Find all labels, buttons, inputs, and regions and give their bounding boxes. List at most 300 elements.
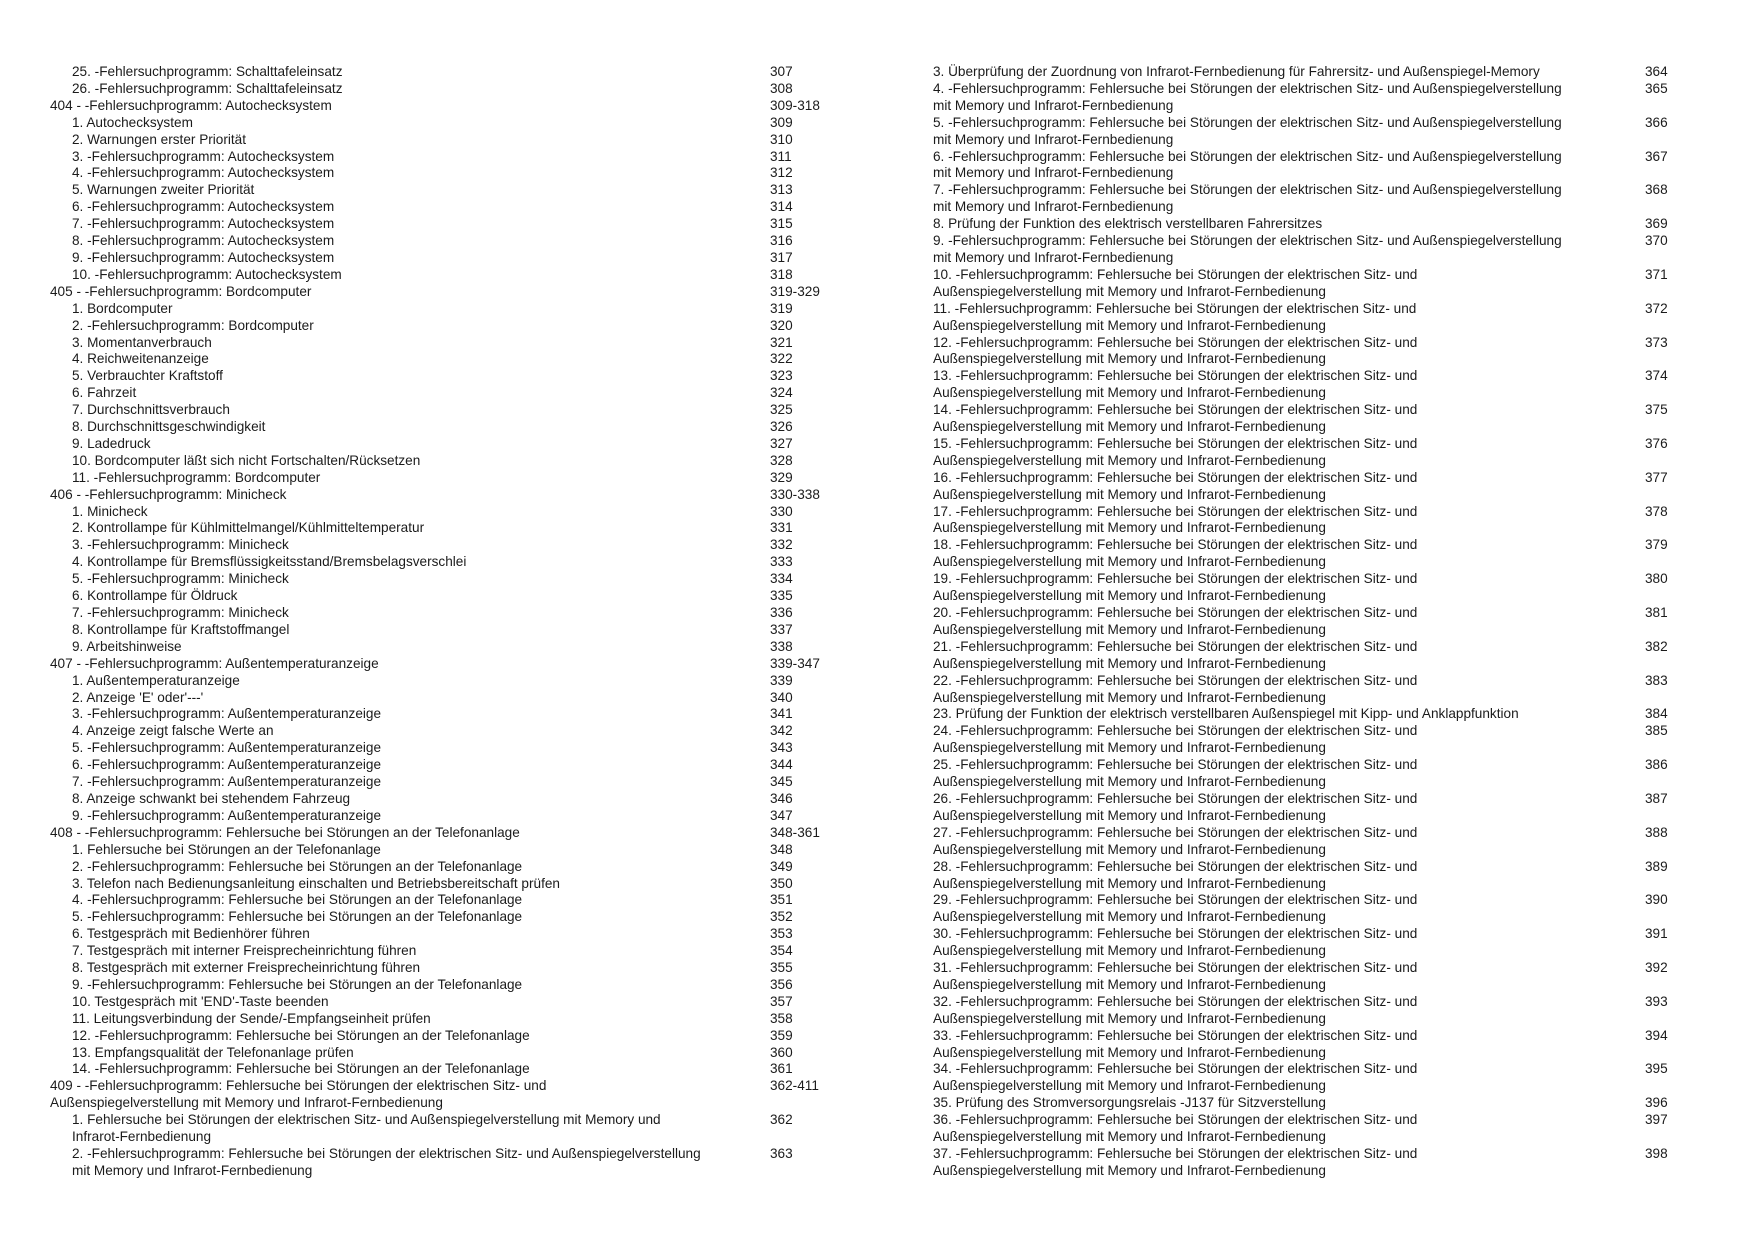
entry-text (50, 470, 850, 487)
entry-page-number: 319-329 (770, 283, 820, 299)
entry-page-number: 381 (1645, 605, 1668, 620)
entry-text (50, 1028, 850, 1045)
toc-entry (933, 791, 1723, 825)
toc-column-right (933, 64, 1723, 1180)
toc-entry (50, 436, 850, 453)
entry-page-number: 365 (1645, 80, 1668, 96)
entry-text-line: 36. -Fehlersuchprogramm: Fehlersuche bei Störungen der elektrischen Sitz- und (933, 1112, 1418, 1128)
entry-text-line: 24. -Fehlersuchprogramm: Fehlersuche bei Störungen der elektrischen Sitz- und (933, 723, 1418, 739)
toc-entry (933, 470, 1723, 504)
toc-entry (933, 757, 1723, 791)
toc-entry (933, 723, 1723, 757)
entry-page-number: 319 (770, 300, 793, 316)
entry-page-number: 350 (770, 875, 793, 891)
entry-text-line: 2. Anzeige 'E' oder'---' (72, 689, 204, 705)
entry-page-number: 341 (770, 706, 793, 722)
entry-text (933, 335, 1723, 369)
entry-text (50, 605, 850, 622)
toc-entry (933, 537, 1723, 571)
toc-entry (50, 571, 850, 588)
entry-page-number: 369 (1645, 216, 1668, 232)
toc-entry (933, 639, 1723, 673)
entry-text-line: 9. -Fehlersuchprogramm: Fehlersuche bei Störungen an der Telefonanlage (72, 976, 523, 992)
entry-page-number: 311 (770, 148, 792, 164)
entry-page-number: 353 (770, 926, 793, 942)
entry-text-line: 8. Prüfung der Funktion des elektrisch verstellbaren Fahrersitzes (933, 216, 1323, 232)
toc-entry (50, 605, 850, 622)
entry-text (50, 622, 850, 639)
entry-text (933, 825, 1723, 859)
entry-page-number: 321 (770, 334, 793, 350)
toc-entry (933, 267, 1723, 301)
entry-text (50, 926, 850, 943)
entry-page-number: 364 (1645, 64, 1668, 79)
entry-text-line: 1. Fehlersuche bei Störungen der elektrischen Sitz- und Außenspiegelverstellung mit Memory und (72, 1112, 661, 1128)
entry-text-line: Außenspiegelverstellung mit Memory und Infrarot-Fernbedienung (933, 807, 1326, 823)
entry-text-line: mit Memory und Infrarot-Fernbedienung (933, 131, 1174, 147)
entry-text (50, 301, 850, 318)
entry-text (50, 842, 850, 859)
entry-page-number: 325 (770, 402, 793, 418)
entry-text-line: 9. Ladedruck (72, 435, 151, 451)
toc-entry (933, 1095, 1723, 1112)
entry-page-number: 367 (1645, 148, 1668, 164)
toc-entry (933, 81, 1723, 115)
entry-text-line: 37. -Fehlersuchprogramm: Fehlersuche bei Störungen der elektrischen Sitz- und (933, 1146, 1418, 1161)
entry-text (50, 656, 850, 673)
entry-text (933, 267, 1723, 301)
entry-text (50, 977, 850, 994)
toc-entry (50, 1011, 850, 1028)
entry-text (50, 740, 850, 757)
entry-text-line: mit Memory und Infrarot-Fernbedienung (933, 97, 1174, 113)
entry-page-number: 352 (770, 909, 793, 925)
entry-page-number: 378 (1645, 503, 1668, 519)
toc-section-header (50, 98, 850, 115)
entry-page-number: 313 (770, 182, 793, 198)
entry-text (50, 774, 850, 791)
entry-text (50, 165, 850, 182)
entry-text (933, 571, 1723, 605)
entry-page-number: 357 (770, 993, 793, 1009)
entry-text-line: 3. Telefon nach Bedienungsanleitung einschalten und Betriebsbereitschaft prüfen (72, 875, 560, 891)
entry-page-number: 322 (770, 351, 793, 367)
entry-text (933, 673, 1723, 707)
toc-entry (933, 926, 1723, 960)
entry-text-line: 32. -Fehlersuchprogramm: Fehlersuche bei Störungen der elektrischen Sitz- und (933, 993, 1418, 1009)
entry-text-line: 1. Außentemperaturanzeige (72, 672, 240, 688)
entry-text-line: 4. Anzeige zeigt falsche Werte an (72, 723, 274, 739)
entry-page-number: 310 (770, 131, 793, 147)
entry-text-line: 407 - -Fehlersuchprogramm: Außentemperaturanzeige (50, 655, 379, 671)
entry-text (50, 791, 850, 808)
entry-text (933, 301, 1723, 335)
entry-page-number: 385 (1645, 723, 1668, 739)
entry-text-line: 13. -Fehlersuchprogramm: Fehlersuche bei Störungen der elektrischen Sitz- und (933, 368, 1418, 384)
entry-page-number: 324 (770, 385, 793, 401)
entry-page-number: 340 (770, 689, 793, 705)
entry-page-number: 314 (770, 199, 793, 215)
entry-text (50, 199, 850, 216)
entry-text (50, 385, 850, 402)
entry-text-line: 6. Kontrollampe für Öldruck (72, 588, 238, 604)
toc-entry (50, 301, 850, 318)
entry-text (50, 504, 850, 521)
entry-text (50, 639, 850, 656)
entry-page-number: 312 (770, 165, 793, 181)
toc-section-header (50, 656, 850, 673)
toc-entry (50, 165, 850, 182)
entry-page-number: 349 (770, 858, 793, 874)
entry-text-line: 1. Bordcomputer (72, 300, 173, 316)
entry-page-number: 309-318 (770, 97, 820, 113)
toc-entry (50, 1112, 850, 1146)
entry-text-line: Außenspiegelverstellung mit Memory und Infrarot-Fernbedienung (50, 1095, 443, 1111)
toc-entry (50, 876, 850, 893)
entry-page-number: 383 (1645, 672, 1668, 688)
entry-text-line: 20. -Fehlersuchprogramm: Fehlersuche bei Störungen der elektrischen Sitz- und (933, 605, 1418, 620)
toc-entry (50, 960, 850, 977)
toc-entry (933, 115, 1723, 149)
entry-text-line: Außenspiegelverstellung mit Memory und Infrarot-Fernbedienung (933, 740, 1326, 756)
entry-text-line: 6. Testgespräch mit Bedienhörer führen (72, 926, 310, 942)
entry-page-number: 380 (1645, 571, 1668, 587)
entry-text (50, 825, 850, 842)
entry-text (933, 757, 1723, 791)
entry-text (933, 994, 1723, 1028)
entry-text-line: 7. Durchschnittsverbrauch (72, 402, 230, 418)
entry-text-line: 5. -Fehlersuchprogramm: Außentemperaturanzeige (72, 740, 382, 756)
entry-page-number: 388 (1645, 824, 1668, 840)
entry-page-number: 343 (770, 740, 793, 756)
toc-entry (50, 673, 850, 690)
toc-entry (50, 233, 850, 250)
toc-entry (50, 740, 850, 757)
entry-page-number: 323 (770, 368, 793, 384)
entry-text-line: Außenspiegelverstellung mit Memory und Infrarot-Fernbedienung (933, 1010, 1326, 1026)
entry-page-number: 393 (1645, 993, 1668, 1009)
entry-text-line: 1. Minicheck (72, 503, 148, 519)
entry-text (50, 1078, 850, 1112)
toc-entry (50, 994, 850, 1011)
entry-page-number: 395 (1645, 1061, 1668, 1077)
toc-entry (933, 436, 1723, 470)
entry-text-line: 7. -Fehlersuchprogramm: Autochecksystem (72, 216, 335, 232)
entry-text (50, 284, 850, 301)
entry-page-number: 338 (770, 638, 793, 654)
entry-text (50, 537, 850, 554)
toc-entry (933, 233, 1723, 267)
toc-entry (50, 470, 850, 487)
entry-text (50, 1011, 850, 1028)
toc-entry (50, 808, 850, 825)
entry-text-line: 11. -Fehlersuchprogramm: Fehlersuche bei Störungen der elektrischen Sitz- und (933, 300, 1417, 316)
entry-text (50, 1045, 850, 1062)
entry-page-number: 348 (770, 841, 793, 857)
entry-text-line: Außenspiegelverstellung mit Memory und Infrarot-Fernbedienung (933, 452, 1326, 468)
entry-text (933, 1061, 1723, 1095)
entry-text-line: 5. Warnungen zweiter Priorität (72, 182, 255, 198)
entry-page-number: 373 (1645, 334, 1668, 350)
entry-text (933, 436, 1723, 470)
entry-page-number: 348-361 (770, 824, 820, 840)
entry-text-line: 29. -Fehlersuchprogramm: Fehlersuche bei Störungen der elektrischen Sitz- und (933, 892, 1418, 908)
entry-text-line: 4. -Fehlersuchprogramm: Autochecksystem (72, 165, 335, 181)
entry-page-number: 363 (770, 1146, 793, 1161)
entry-page-number: 307 (770, 64, 793, 79)
entry-text-line: 7. -Fehlersuchprogramm: Minicheck (72, 605, 289, 620)
toc-entry (50, 368, 850, 385)
entry-text (50, 943, 850, 960)
entry-page-number: 339 (770, 672, 793, 688)
entry-text-line: 5. -Fehlersuchprogramm: Minicheck (72, 571, 289, 587)
entry-page-number: 379 (1645, 537, 1668, 553)
entry-page-number: 335 (770, 588, 793, 604)
entry-text-line: 8. Durchschnittsgeschwindigkeit (72, 419, 266, 435)
entry-text-line: Außenspiegelverstellung mit Memory und Infrarot-Fernbedienung (933, 554, 1326, 570)
entry-page-number: 362-411 (770, 1078, 819, 1094)
entry-text (50, 250, 850, 267)
entry-text-line: 14. -Fehlersuchprogramm: Fehlersuche bei Störungen an der Telefonanlage (72, 1061, 530, 1077)
entry-page-number: 386 (1645, 757, 1668, 773)
entry-text (50, 960, 850, 977)
entry-text (50, 690, 850, 707)
toc-entry (50, 774, 850, 791)
entry-text-line: 33. -Fehlersuchprogramm: Fehlersuche bei Störungen der elektrischen Sitz- und (933, 1027, 1418, 1043)
entry-page-number: 337 (770, 621, 793, 637)
entry-page-number: 308 (770, 80, 793, 96)
entry-page-number: 361 (770, 1061, 793, 1077)
entry-page-number: 318 (770, 266, 793, 282)
entry-text-line: mit Memory und Infrarot-Fernbedienung (933, 199, 1174, 215)
entry-text-line: 9. -Fehlersuchprogramm: Fehlersuche bei Störungen der elektrischen Sitz- und Außenspiegelverstellung (933, 233, 1562, 249)
entry-text-line: Außenspiegelverstellung mit Memory und Infrarot-Fernbedienung (933, 588, 1326, 604)
entry-text-line: Außenspiegelverstellung mit Memory und Infrarot-Fernbedienung (933, 385, 1326, 401)
toc-entry (50, 1028, 850, 1045)
toc-section-header (50, 825, 850, 842)
entry-text-line: 9. Arbeitshinweise (72, 638, 182, 654)
entry-text-line: 4. -Fehlersuchprogramm: Fehlersuche bei Störungen an der Telefonanlage (72, 892, 523, 908)
entry-page-number: 394 (1645, 1027, 1668, 1043)
entry-text-line: 10. -Fehlersuchprogramm: Autochecksystem (72, 266, 342, 282)
entry-text (933, 182, 1723, 216)
entry-text-line: 6. -Fehlersuchprogramm: Autochecksystem (72, 199, 335, 215)
toc-entry (50, 318, 850, 335)
toc-entry (50, 81, 850, 98)
entry-text-line: 10. -Fehlersuchprogramm: Fehlersuche bei Störungen der elektrischen Sitz- und (933, 266, 1418, 282)
toc-entry (933, 605, 1723, 639)
entry-text (933, 926, 1723, 960)
entry-text-line: 21. -Fehlersuchprogramm: Fehlersuche bei Störungen der elektrischen Sitz- und (933, 638, 1418, 654)
entry-text-line: 4. Kontrollampe für Bremsflüssigkeitsstand/Bremsbelagsverschlei (72, 554, 467, 570)
entry-text (933, 470, 1723, 504)
entry-page-number: 372 (1645, 300, 1668, 316)
entry-text-line: 3. Momentanverbrauch (72, 334, 212, 350)
toc-entry (50, 216, 850, 233)
entry-text-line: 8. Testgespräch mit externer Freisprecheinrichtung führen (72, 960, 421, 976)
toc-entry (50, 723, 850, 740)
entry-text-line: Außenspiegelverstellung mit Memory und Infrarot-Fernbedienung (933, 621, 1326, 637)
entry-text-line: Außenspiegelverstellung mit Memory und Infrarot-Fernbedienung (933, 909, 1326, 925)
entry-text (50, 554, 850, 571)
toc-entry (933, 1112, 1723, 1146)
toc-entry (50, 977, 850, 994)
entry-text-line: 1. Autochecksystem (72, 114, 193, 130)
toc-entry (933, 960, 1723, 994)
entry-page-number: 368 (1645, 182, 1668, 198)
entry-text-line: 31. -Fehlersuchprogramm: Fehlersuche bei Störungen der elektrischen Sitz- und (933, 960, 1418, 976)
entry-text-line: 3. -Fehlersuchprogramm: Außentemperaturanzeige (72, 706, 382, 722)
toc-entry (50, 859, 850, 876)
entry-text-line: 5. Verbrauchter Kraftstoff (72, 368, 223, 384)
entry-text-line: 16. -Fehlersuchprogramm: Fehlersuche bei Störungen der elektrischen Sitz- und (933, 469, 1418, 485)
entry-text (933, 1095, 1723, 1112)
entry-page-number: 331 (770, 520, 793, 536)
entry-text-line: Außenspiegelverstellung mit Memory und Infrarot-Fernbedienung (933, 317, 1326, 333)
entry-text (50, 1061, 850, 1078)
entry-text-line: Außenspiegelverstellung mit Memory und Infrarot-Fernbedienung (933, 520, 1326, 536)
entry-text-line: Außenspiegelverstellung mit Memory und Infrarot-Fernbedienung (933, 283, 1326, 299)
entry-text-line: 11. -Fehlersuchprogramm: Bordcomputer (72, 469, 321, 485)
entry-text (50, 98, 850, 115)
entry-text-line: mit Memory und Infrarot-Fernbedienung (933, 165, 1174, 181)
entry-text-line: Außenspiegelverstellung mit Memory und Infrarot-Fernbedienung (933, 1078, 1326, 1094)
entry-text (933, 504, 1723, 538)
entry-page-number: 317 (770, 249, 793, 265)
entry-text-line: 5. -Fehlersuchprogramm: Fehlersuche bei Störungen an der Telefonanlage (72, 909, 523, 925)
entry-page-number: 344 (770, 757, 793, 773)
toc-entry (50, 1045, 850, 1062)
entry-page-number: 333 (770, 554, 793, 570)
entry-page-number: 374 (1645, 368, 1668, 384)
entry-page-number: 354 (770, 943, 793, 959)
entry-page-number: 375 (1645, 402, 1668, 418)
entry-page-number: 326 (770, 419, 793, 435)
entry-text-line: mit Memory und Infrarot-Fernbedienung (933, 249, 1174, 265)
entry-text (933, 1146, 1723, 1180)
entry-text-line: 404 - -Fehlersuchprogramm: Autochecksystem (50, 97, 332, 113)
entry-text-line: 4. Reichweitenanzeige (72, 351, 209, 367)
entry-text-line: mit Memory und Infrarot-Fernbedienung (72, 1162, 313, 1178)
entry-text (50, 892, 850, 909)
toc-entry (50, 504, 850, 521)
toc-entry (50, 909, 850, 926)
toc-entry (933, 994, 1723, 1028)
entry-page-number: 384 (1645, 706, 1668, 722)
entry-page-number: 329 (770, 469, 793, 485)
entry-text-line: Außenspiegelverstellung mit Memory und Infrarot-Fernbedienung (933, 875, 1326, 891)
entry-text-line: 34. -Fehlersuchprogramm: Fehlersuche bei Störungen der elektrischen Sitz- und (933, 1061, 1418, 1077)
entry-text-line: 405 - -Fehlersuchprogramm: Bordcomputer (50, 283, 312, 299)
entry-page-number: 356 (770, 976, 793, 992)
entry-page-number: 342 (770, 723, 793, 739)
toc-entry (933, 673, 1723, 707)
entry-text-line: 406 - -Fehlersuchprogramm: Minicheck (50, 486, 287, 502)
toc-entry (50, 402, 850, 419)
entry-page-number: 358 (770, 1010, 793, 1026)
entry-page-number: 382 (1645, 638, 1668, 654)
entry-text (50, 757, 850, 774)
entry-text (933, 605, 1723, 639)
entry-text (50, 571, 850, 588)
entry-text-line: 26. -Fehlersuchprogramm: Schalttafeleinsatz (72, 80, 343, 96)
toc-entry (933, 149, 1723, 183)
entry-text-line: 8. Kontrollampe für Kraftstoffmangel (72, 621, 290, 637)
entry-text (50, 588, 850, 605)
entry-text (50, 368, 850, 385)
toc-entry (933, 1028, 1723, 1062)
entry-text (50, 706, 850, 723)
entry-text-line: Außenspiegelverstellung mit Memory und Infrarot-Fernbedienung (933, 351, 1326, 367)
entry-text (50, 673, 850, 690)
entry-text (933, 64, 1723, 81)
entry-text-line: 26. -Fehlersuchprogramm: Fehlersuche bei Störungen der elektrischen Sitz- und (933, 790, 1418, 806)
entry-text-line: 5. -Fehlersuchprogramm: Fehlersuche bei Störungen der elektrischen Sitz- und Außenspiegelverstellung (933, 114, 1562, 130)
toc-entry (50, 453, 850, 470)
entry-page-number: 398 (1645, 1146, 1668, 1161)
entry-text-line: 9. -Fehlersuchprogramm: Außentemperaturanzeige (72, 807, 382, 823)
entry-text-line: 3. -Fehlersuchprogramm: Autochecksystem (72, 148, 335, 164)
entry-text-line: 408 - -Fehlersuchprogramm: Fehlersuche bei Störungen an der Telefonanlage (50, 824, 520, 840)
toc-entry (50, 351, 850, 368)
entry-text-line: 1. Fehlersuche bei Störungen an der Telefonanlage (72, 841, 381, 857)
entry-page-number: 336 (770, 605, 793, 620)
entry-text-line: Außenspiegelverstellung mit Memory und Infrarot-Fernbedienung (933, 655, 1326, 671)
entry-text (50, 182, 850, 199)
entry-text (50, 64, 850, 81)
entry-text (50, 233, 850, 250)
toc-entry (933, 825, 1723, 859)
entry-text (50, 723, 850, 740)
entry-text-line: Außenspiegelverstellung mit Memory und Infrarot-Fernbedienung (933, 1162, 1326, 1178)
entry-text (50, 876, 850, 893)
entry-page-number: 316 (770, 233, 793, 249)
entry-page-number: 330-338 (770, 486, 820, 502)
entry-text (50, 318, 850, 335)
entry-text (50, 419, 850, 436)
toc-entry (50, 622, 850, 639)
entry-page-number: 334 (770, 571, 793, 587)
toc-entry (50, 842, 850, 859)
entry-page-number: 370 (1645, 233, 1668, 249)
entry-text-line: Außenspiegelverstellung mit Memory und Infrarot-Fernbedienung (933, 943, 1326, 959)
entry-text-line: 7. -Fehlersuchprogramm: Außentemperaturanzeige (72, 774, 382, 790)
toc-entry (933, 859, 1723, 893)
entry-page-number: 345 (770, 774, 793, 790)
entry-text (933, 960, 1723, 994)
entry-text-line: 6. -Fehlersuchprogramm: Fehlersuche bei Störungen der elektrischen Sitz- und Außenspiegelverstellung (933, 148, 1562, 164)
entry-text-line: 30. -Fehlersuchprogramm: Fehlersuche bei Störungen der elektrischen Sitz- und (933, 926, 1418, 942)
entry-page-number: 362 (770, 1112, 793, 1128)
entry-page-number: 396 (1645, 1095, 1668, 1111)
entry-page-number: 347 (770, 807, 793, 823)
entry-text-line: 10. Bordcomputer läßt sich nicht Fortschalten/Rücksetzen (72, 452, 421, 468)
entry-page-number: 339-347 (770, 655, 820, 671)
entry-text-line: 6. -Fehlersuchprogramm: Außentemperaturanzeige (72, 757, 382, 773)
toc-entry (50, 132, 850, 149)
toc-entry (933, 64, 1723, 81)
entry-text-line: 13. Empfangsqualität der Telefonanlage prüfen (72, 1044, 354, 1060)
entry-page-number: 376 (1645, 435, 1668, 451)
toc-column-left (50, 64, 850, 1180)
toc-entry (50, 537, 850, 554)
entry-page-number: 390 (1645, 892, 1668, 908)
entry-text-line: 8. Anzeige schwankt bei stehendem Fahrzeug (72, 790, 351, 806)
entry-text-line: 10. Testgespräch mit 'END'-Taste beenden (72, 993, 329, 1009)
toc-entry (933, 571, 1723, 605)
entry-text-line: 8. -Fehlersuchprogramm: Autochecksystem (72, 233, 335, 249)
entry-text-line: 22. -Fehlersuchprogramm: Fehlersuche bei Störungen der elektrischen Sitz- und (933, 672, 1418, 688)
